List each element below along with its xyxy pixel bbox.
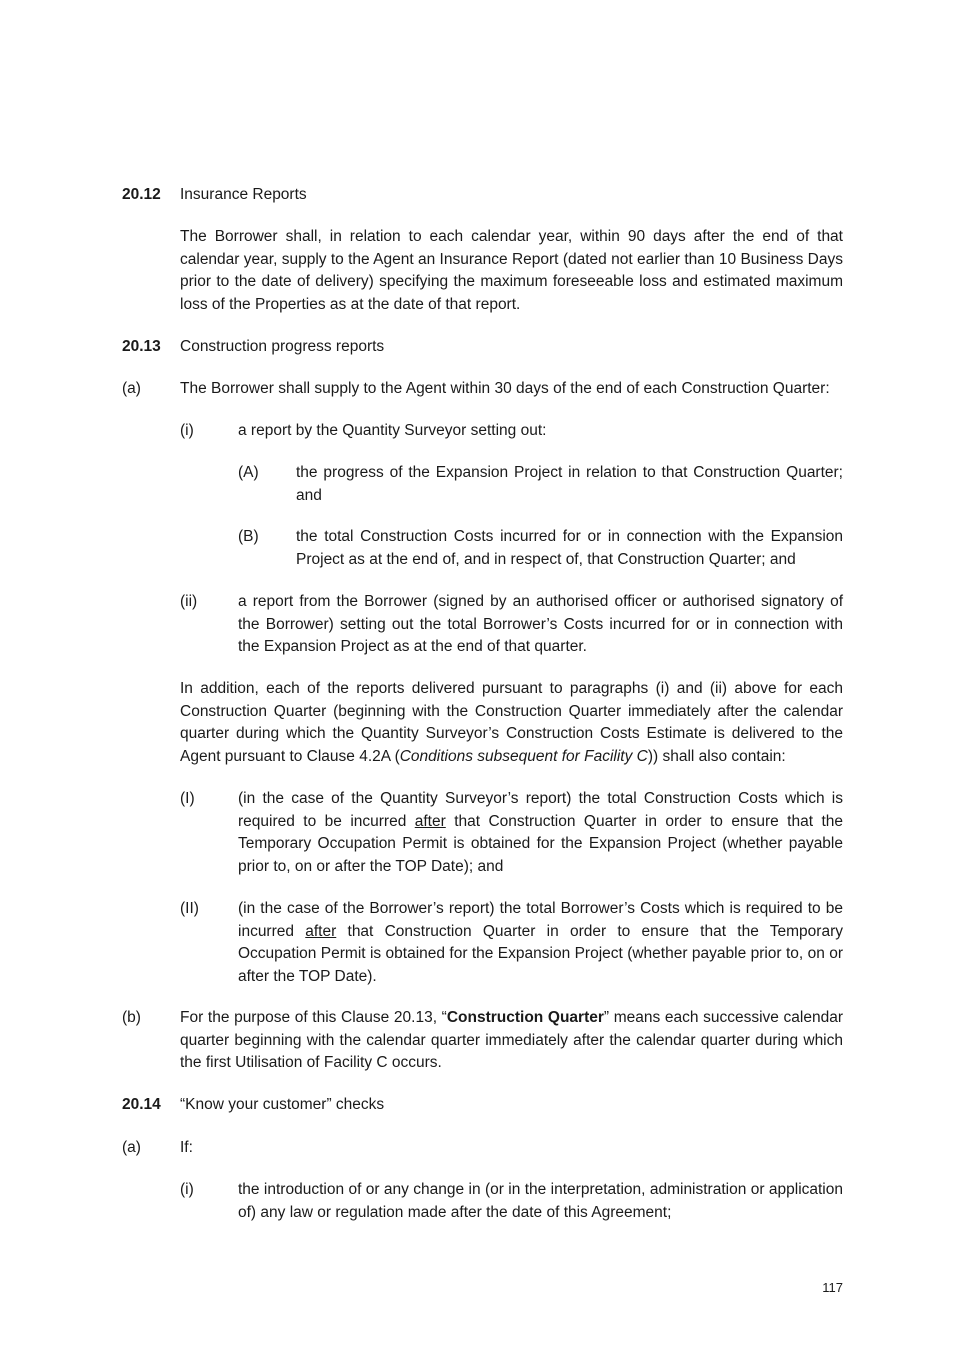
clause-20-14-number: 20.14 — [122, 1096, 161, 1113]
para-a-text: The Borrower shall supply to the Agent within 30 days of the end of each Construction Quarter: — [180, 380, 830, 397]
page-number: 117 — [822, 1280, 843, 1295]
clause-20-14-title: “Know your customer” checks — [180, 1096, 385, 1113]
para-b-bold: Construction Quarter — [446, 1009, 604, 1026]
para-20-14-a-label: (a) — [122, 1139, 141, 1156]
addition-text-pre: In addition, each of the reports delivered pursuant to paragraphs (i) and (ii) above for each Construction Quarter (beginning with the Construction Quarter immediately after the calendar quarter during which the Quantity Surveyor’s Construction Costs Estimate is delivered to the Agent pursuant to Clause 4.2A ( — [180, 680, 843, 765]
para-20-14-a-text: If: — [180, 1139, 193, 1156]
para-II-pre: (in the case of the Borrower’s report) the total Borrower’s Costs which is required to be incurred — [238, 900, 843, 940]
addition-text-italic: Conditions subsequent for Facility C — [399, 747, 648, 765]
para-20-14-a-i-text: the introduction of or any change in (or in the interpretation, administration or application of) any law or regulation made after the date of this Agreement; — [238, 1181, 843, 1221]
addition-text-post: )) shall also contain: — [647, 747, 786, 765]
para-b-text — [180, 1007, 843, 1075]
para-II-label: (II) — [180, 900, 199, 917]
para-I-label: (I) — [180, 790, 195, 807]
para-I-post: that Construction Quarter in order to ensure that the Temporary Occupation Permit is obtained for the Expansion Project (whether payable prior to, on or after the TOP Date); and — [238, 812, 843, 875]
clause-20-13-title: Construction progress reports — [180, 338, 385, 355]
para-I-pre: (in the case of the Quantity Surveyor’s report) the total Construction Costs which is required to be incurred — [238, 790, 843, 830]
para-a-ii-label: (ii) — [180, 593, 198, 610]
para-II-post: that Construction Quarter in order to ensure that the Temporary Occupation Permit is obtained for the Expansion Project (whether payable prior to, on or after the TOP Date). — [238, 922, 843, 985]
para-I-text — [238, 788, 843, 878]
clause-20-12-number: 20.12 — [122, 186, 161, 203]
para-a-i-B-label: (B) — [238, 528, 259, 545]
para-b-pre: For the purpose of this Clause 20.13, “ — [180, 1009, 447, 1026]
para-II-text — [238, 898, 843, 988]
para-a-i-label: (i) — [180, 422, 194, 439]
para-a-i-A-label: (A) — [238, 464, 259, 481]
para-a-ii-text: a report from the Borrower (signed by an authorised officer or authorised signatory of the Borrower) setting out the total Borrower’s Costs incurred for or in connection with the Expansion Project as at the end of that quarter. — [238, 593, 843, 655]
para-b-label: (b) — [122, 1009, 141, 1026]
para-II-underline: after — [305, 922, 337, 940]
para-I-underline: after — [414, 812, 446, 830]
para-20-14-a-i-label: (i) — [180, 1181, 194, 1198]
clause-20-12-title: Insurance Reports — [180, 186, 307, 203]
para-a-i-A-text: the progress of the Expansion Project in relation to that Construction Quarter; and — [296, 464, 843, 504]
addition-paragraph — [180, 678, 843, 768]
para-b-post: ” means each successive calendar quarter beginning with the calendar quarter immediately after the calendar quarter during which the first Utilisation of Facility C occurs. — [180, 1009, 844, 1071]
para-a-i-B-text: the total Construction Costs incurred for or in connection with the Expansion Project as at the end of, and in respect of, that Construction Quarter; and — [296, 528, 843, 568]
para-a-i-text: a report by the Quantity Surveyor setting out: — [238, 422, 547, 439]
para-a-label: (a) — [122, 380, 141, 397]
clause-20-12-body: The Borrower shall, in relation to each calendar year, within 90 days after the end of that calendar year, supply to the Agent an Insurance Report (dated not earlier than 10 Business Days prior to the date of delivery) specifying the maximum foreseeable loss and estimated maximum loss of the Properties as at the date of that report. — [180, 228, 843, 313]
clause-20-13-number: 20.13 — [122, 338, 161, 355]
